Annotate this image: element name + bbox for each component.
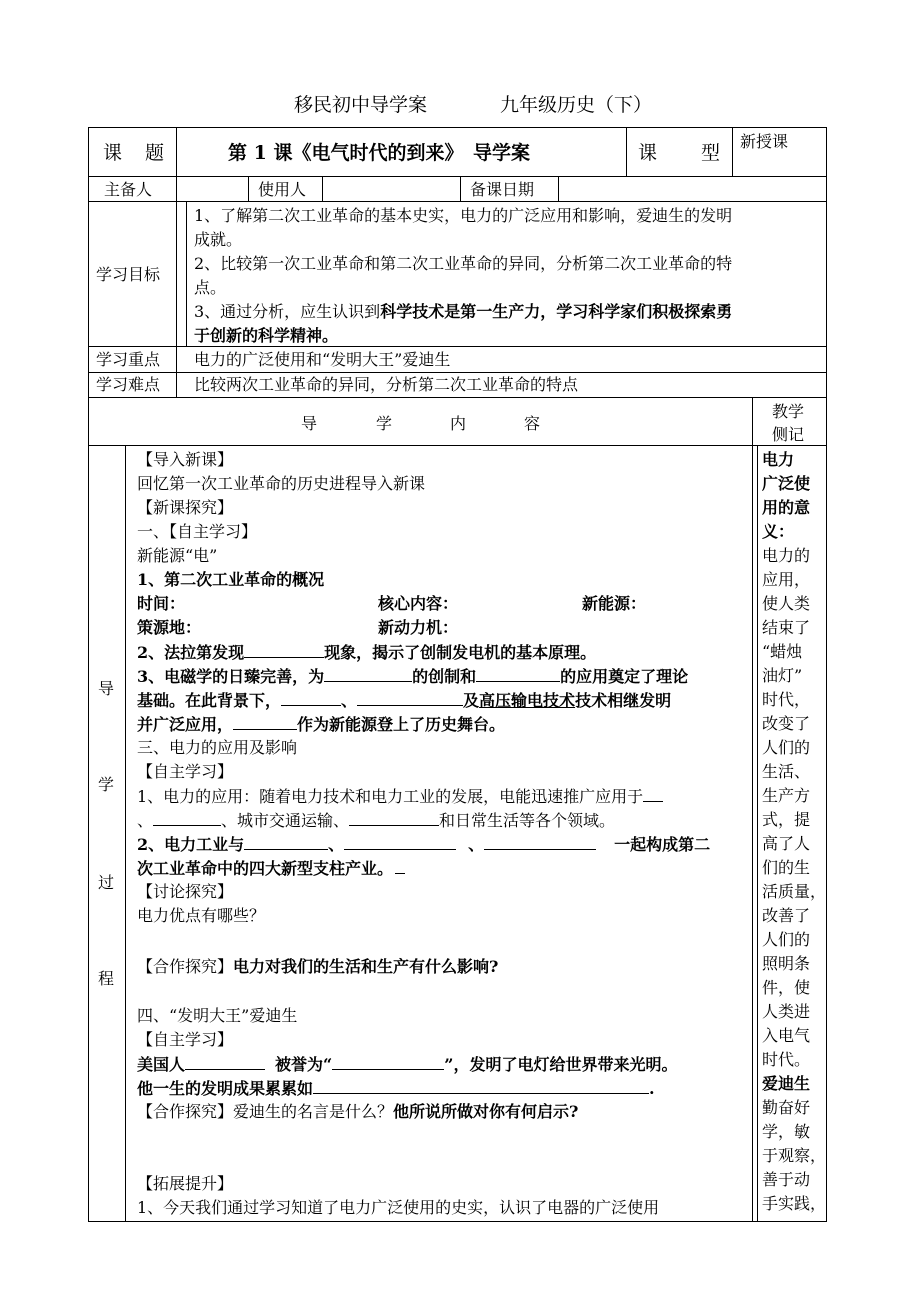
side-header-1: 教学 xyxy=(772,402,805,421)
side-note-line: 改变了 xyxy=(762,714,811,733)
focus-label: 学习重点 xyxy=(96,350,161,369)
row-label-type: 课 型 xyxy=(638,142,723,164)
header-grade: 九年级历史（下） xyxy=(500,94,653,116)
side-note-line: 人们的 xyxy=(762,930,811,949)
side-note-line: “蜡烛 xyxy=(762,642,803,661)
side-note-line: 生活、 xyxy=(762,762,811,781)
content-header-1: 导 xyxy=(301,414,318,433)
side-note-line: 结束了 xyxy=(762,618,811,637)
content-header-3: 内 xyxy=(450,414,467,433)
side-note-line: 活质量， xyxy=(762,882,827,901)
user-label: 使用人 xyxy=(258,180,307,199)
difficulty-value: 比较两次工业革命的异同，分析第二次工业革命的特点 xyxy=(194,375,579,394)
side-note-line: 广泛使 xyxy=(762,474,811,493)
lesson-type: 新授课 xyxy=(740,132,789,151)
side-note-line: 义： xyxy=(762,522,795,541)
focus-value: 电力的广泛使用和“发明大王”爱迪生 xyxy=(194,350,451,369)
side-note-line: 爱迪生 xyxy=(762,1074,811,1093)
goals-label: 学习目标 xyxy=(96,265,161,284)
side-note-line: 式，提 xyxy=(762,810,811,829)
side-note-line: 用的意 xyxy=(762,498,811,517)
side-note-line: 时代， xyxy=(762,690,811,709)
row-label-topic: 课 题 xyxy=(103,142,167,164)
lesson-title: 第 1 课《电气时代的到来》 导学案 xyxy=(228,142,530,164)
side-note-line: 生产方 xyxy=(762,786,811,805)
side-note-line: 电力的 xyxy=(762,546,811,565)
side-header-2: 侧记 xyxy=(772,425,805,444)
process-char-4: 程 xyxy=(98,969,115,988)
side-note-line: 人们的 xyxy=(762,738,811,757)
side-note-line: 于观察， xyxy=(762,1146,827,1165)
side-note-line: 件，使 xyxy=(762,978,811,997)
side-note-line: 电力 xyxy=(762,450,795,469)
process-char-2: 学 xyxy=(98,775,115,794)
process-char-3: 过 xyxy=(98,873,115,892)
process-char-1: 导 xyxy=(98,679,115,698)
header-school: 移民初中导学案 xyxy=(294,94,428,116)
side-note-line: 们的生 xyxy=(762,858,811,877)
side-note-line: 手实践， xyxy=(762,1194,827,1213)
side-note-line: 照明条 xyxy=(762,954,811,973)
side-note-line: 善于动 xyxy=(762,1170,811,1189)
content-header-4: 容 xyxy=(524,414,541,433)
side-note-line: 应用， xyxy=(762,570,811,589)
prep-date-label: 备课日期 xyxy=(470,180,535,199)
difficulty-label: 学习难点 xyxy=(96,375,161,394)
side-note-line: 人类进 xyxy=(762,1002,811,1021)
side-note-line: 学，敏 xyxy=(762,1122,811,1141)
side-note-line: 高了人 xyxy=(762,834,811,853)
side-note-line: 改善了 xyxy=(762,906,811,925)
side-note-line: 时代。 xyxy=(762,1050,811,1069)
side-note-line: 入电气 xyxy=(762,1026,811,1045)
side-note-line: 勤奋好 xyxy=(762,1098,811,1117)
side-note-line: 油灯” xyxy=(762,666,803,685)
content-header-2: 学 xyxy=(376,414,393,433)
host-label: 主备人 xyxy=(104,180,153,199)
side-note-line: 使人类 xyxy=(762,594,811,613)
